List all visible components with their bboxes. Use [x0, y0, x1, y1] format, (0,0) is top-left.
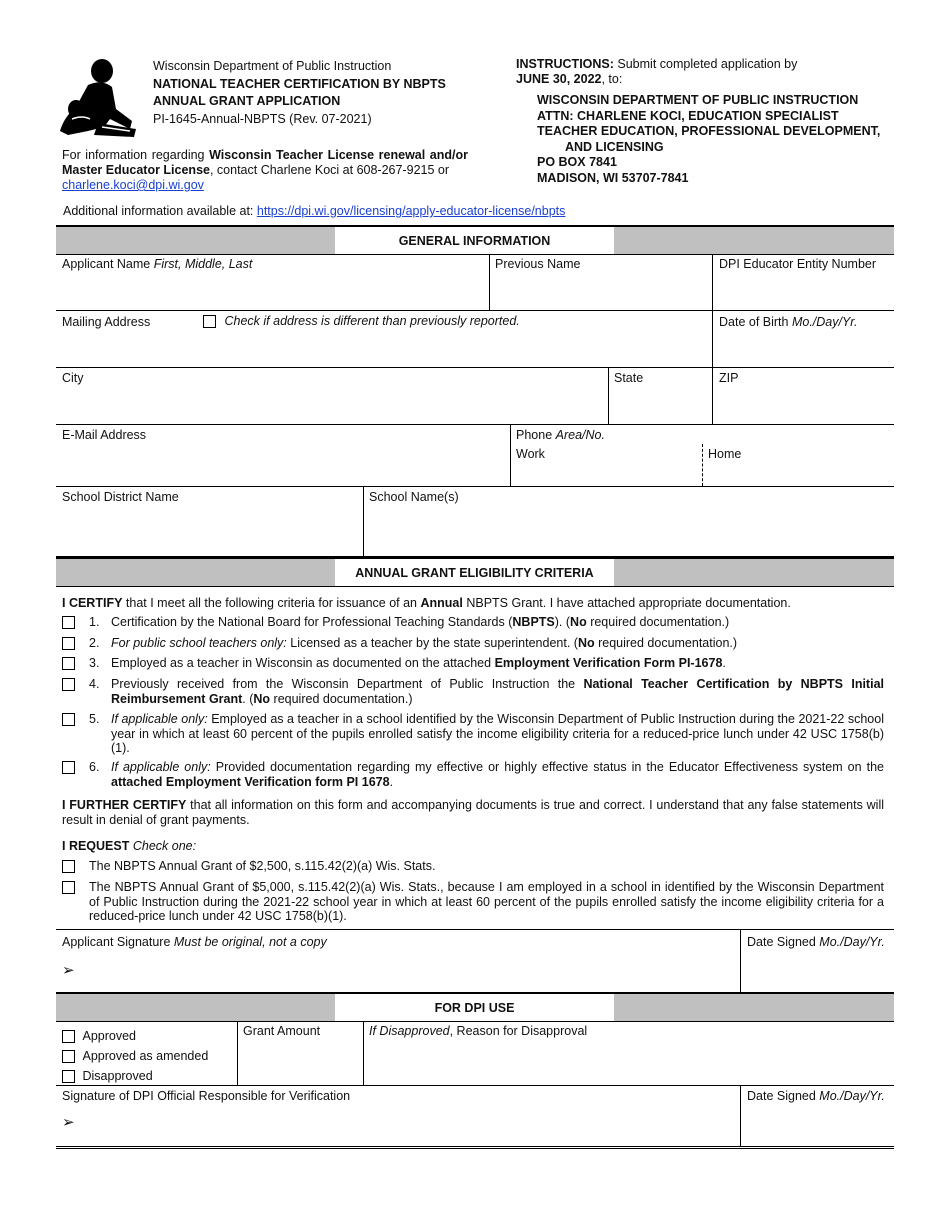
- general-info-band: [56, 225, 894, 255]
- reason-text: , Reason for Disapproval: [449, 1024, 588, 1038]
- request-heading: [62, 839, 196, 853]
- dpi-date-signed-field[interactable]: [747, 1089, 885, 1103]
- certify-text-end: NBPTS Grant. I have attached appropriate documentation.: [462, 596, 791, 610]
- info-bold: Wisconsin Teacher License renewal and/or Master Educator License: [62, 148, 468, 177]
- address-line: AND LICENSING: [565, 139, 664, 154]
- info-suffix: , contact Charlene Koci at 608-267-9215 or: [209, 163, 450, 177]
- date-of-birth-field[interactable]: [719, 315, 857, 329]
- certify-text: that I meet all the following criteria for issuance of an: [122, 596, 421, 610]
- date-signed-hint: Mo./Day/Yr.: [819, 935, 885, 949]
- approved-label: Approved: [82, 1029, 136, 1043]
- certify-annual: Annual: [420, 596, 463, 610]
- criteria-item-5: [62, 712, 884, 756]
- applicant-name-label: Applicant Name: [62, 257, 154, 271]
- approved-checkbox[interactable]: [62, 1030, 75, 1043]
- signature-arrow-icon: ➢: [62, 962, 75, 979]
- grant-5000-label: The NBPTS Annual Grant of $5,000, s.115.42(2)(a) Wis. Stats., because I am employed in a school in identified by the Wisconsin Department of Public Instruction during the 2021-22 school year in which at least 60 percent of the pupils enrolled satisfy the income eligibility criteria for a reduced-price lunch under 42 USC 1758(b)(1).: [89, 880, 884, 923]
- disapproved-option[interactable]: [62, 1066, 208, 1086]
- dpi-use-band: [56, 992, 894, 1022]
- criteria-4-checkbox[interactable]: [62, 678, 75, 691]
- email-field[interactable]: E-Mail Address: [62, 428, 147, 442]
- grant-2500-label: The NBPTS Annual Grant of $2,500, s.115.42(2)(a) Wis. Stats.: [89, 859, 436, 873]
- instructions-text: Submit completed application by: [613, 57, 798, 71]
- signature-hint: Must be original, not a copy: [173, 935, 327, 949]
- approved-amended-option[interactable]: [62, 1046, 208, 1066]
- date-signed-field[interactable]: [747, 935, 885, 949]
- approved-amended-label: Approved as amended: [82, 1049, 209, 1063]
- applicant-signature-field[interactable]: [62, 935, 327, 949]
- address-changed-label: Check if address is different than previously reported.: [224, 314, 520, 328]
- form-subtitle: ANNUAL GRANT APPLICATION: [153, 94, 341, 108]
- grant-2500-checkbox[interactable]: [62, 860, 75, 873]
- criteria-number: 5.: [89, 712, 100, 726]
- address-changed-option[interactable]: [203, 314, 520, 328]
- request-bold: I REQUEST: [62, 839, 130, 853]
- grant-5000-checkbox[interactable]: [62, 881, 75, 894]
- previous-name-field[interactable]: Previous Name: [495, 257, 581, 271]
- criteria-text: Employed as a teacher in Wisconsin as documented on the attached Employment Verification Form PI-1678.: [111, 656, 726, 670]
- eligibility-heading: ANNUAL GRANT ELIGIBILITY CRITERIA: [335, 559, 614, 586]
- criteria-text: If applicable only: Provided documentation regarding my effective or highly effective status in the Educator Effectiveness system on the attached Employment Verification form PI 1678.: [111, 760, 884, 789]
- mailing-address-field[interactable]: Mailing Address: [62, 315, 151, 329]
- zip-field[interactable]: ZIP: [719, 371, 739, 385]
- additional-info: [63, 204, 565, 218]
- criteria-3-checkbox[interactable]: [62, 657, 75, 670]
- criteria-item-3: [62, 656, 884, 671]
- dpi-official-signature-field[interactable]: Signature of DPI Official Responsible for Verification: [62, 1089, 351, 1103]
- form-header: [153, 58, 446, 128]
- dpi-logo-icon: [58, 57, 138, 139]
- criteria-item-4: [62, 677, 884, 706]
- disapproved-label: Disapproved: [82, 1069, 153, 1083]
- further-bold: I FURTHER CERTIFY: [62, 798, 187, 812]
- entity-number-field[interactable]: DPI Educator Entity Number: [719, 257, 877, 271]
- criteria-item-1: [62, 615, 884, 630]
- date-signed-label: Date Signed: [747, 935, 820, 949]
- criteria-number: 1.: [89, 615, 100, 629]
- criteria-text: For public school teachers only: Licensed as a teacher by the state superintendent. (No required documentation.): [111, 636, 738, 650]
- criteria-2-checkbox[interactable]: [62, 637, 75, 650]
- department-name: Wisconsin Department of Public Instruction: [153, 59, 392, 73]
- dob-hint: Mo./Day/Yr.: [791, 315, 858, 329]
- request-hint: Check one:: [129, 839, 197, 853]
- approved-amended-checkbox[interactable]: [62, 1050, 75, 1063]
- contact-email-link[interactable]: charlene.koci@dpi.wi.gov: [62, 178, 204, 192]
- nbpts-info-link[interactable]: https://dpi.wi.gov/licensing/apply-educator-license/nbpts: [256, 204, 566, 218]
- criteria-text: If applicable only: Employed as a teacher in a school identified by the Wisconsin Department of Public Instruction during the 2021-22 school year in which at least 60 percent of the pupils enrolled satisfy the income eligibility criteria for a reduced-price lunch under 42 USC 1758(b)(1).: [111, 712, 884, 755]
- mailing-address-block: [537, 93, 880, 186]
- disapproved-checkbox[interactable]: [62, 1070, 75, 1083]
- phone-hint: Area/No.: [555, 428, 605, 442]
- grant-option-5000[interactable]: [62, 880, 884, 924]
- state-field[interactable]: State: [614, 371, 644, 385]
- certify-statement: [62, 596, 791, 610]
- address-line: MADISON, WI 53707-7841: [537, 170, 689, 185]
- grant-amount-field[interactable]: Grant Amount: [243, 1024, 321, 1038]
- criteria-item-2: [62, 636, 884, 651]
- dpi-use-heading: FOR DPI USE: [335, 994, 614, 1021]
- dpi-date-hint: Mo./Day/Yr.: [819, 1089, 885, 1103]
- address-line: TEACHER EDUCATION, PROFESSIONAL DEVELOPMENT,: [537, 124, 881, 138]
- instructions: [516, 57, 808, 87]
- applicant-name-hint: First, Middle, Last: [153, 257, 253, 271]
- additional-prefix: Additional information available at:: [63, 204, 257, 218]
- criteria-text: Certification by the National Board for Professional Teaching Standards (NBPTS). (No required documentation.): [111, 615, 730, 629]
- grant-option-2500[interactable]: [62, 859, 884, 874]
- dob-label: Date of Birth: [719, 315, 792, 329]
- criteria-number: 4.: [89, 677, 100, 691]
- phone-label-text: Phone: [516, 428, 556, 442]
- form-number: PI-1645-Annual-NBPTS (Rev. 07-2021): [153, 111, 372, 126]
- phone-label: [516, 428, 605, 442]
- info-prefix: For information regarding: [62, 148, 210, 162]
- school-district-field[interactable]: School District Name: [62, 490, 179, 504]
- approved-option[interactable]: [62, 1026, 208, 1046]
- reason-italic: If Disapproved: [369, 1024, 450, 1038]
- criteria-number: 6.: [89, 760, 100, 774]
- work-phone-field[interactable]: Work: [516, 447, 545, 461]
- eligibility-band: [56, 558, 894, 587]
- deadline-suffix: , to:: [601, 72, 623, 86]
- city-field[interactable]: City: [62, 371, 84, 385]
- further-certify: [62, 798, 884, 827]
- dpi-date-label: Date Signed: [747, 1089, 820, 1103]
- disapproval-reason-field[interactable]: [369, 1024, 587, 1038]
- deadline-date: JUNE 30, 2022: [516, 72, 602, 86]
- form-title: NATIONAL TEACHER CERTIFICATION BY NBPTS: [153, 76, 446, 91]
- criteria-number: 3.: [89, 656, 100, 670]
- criteria-1-checkbox[interactable]: [62, 616, 75, 629]
- address-line: PO BOX 7841: [537, 155, 617, 169]
- criteria-5-checkbox[interactable]: [62, 713, 75, 726]
- school-names-field[interactable]: School Name(s): [369, 490, 459, 504]
- criteria-text: Previously received from the Wisconsin Department of Public Instruction the National Teacher Certification by NBPTS Initial Reimbursement Grant. (No required documentation.): [111, 677, 884, 706]
- instructions-label: INSTRUCTIONS:: [516, 57, 614, 71]
- criteria-number: 2.: [89, 636, 100, 650]
- home-phone-field[interactable]: Home: [708, 447, 742, 461]
- address-changed-checkbox[interactable]: [203, 315, 216, 328]
- criteria-item-6: [62, 760, 884, 789]
- dpi-signature-arrow-icon: ➢: [62, 1114, 75, 1131]
- address-line: ATTN: CHARLENE KOCI, EDUCATION SPECIALIST: [537, 108, 839, 123]
- criteria-6-checkbox[interactable]: [62, 761, 75, 774]
- general-info-heading: GENERAL INFORMATION: [335, 227, 614, 254]
- certify-bold: I CERTIFY: [62, 596, 123, 610]
- info-paragraph: [62, 148, 468, 193]
- signature-label: Applicant Signature: [62, 935, 174, 949]
- address-line: WISCONSIN DEPARTMENT OF PUBLIC INSTRUCTION: [537, 93, 859, 107]
- further-text: that all information on this form and accompanying documents is true and correct. I understand that any false statements will result in denial of grant payments.: [62, 798, 885, 827]
- approval-options: [62, 1026, 208, 1086]
- applicant-name-field[interactable]: [62, 257, 252, 271]
